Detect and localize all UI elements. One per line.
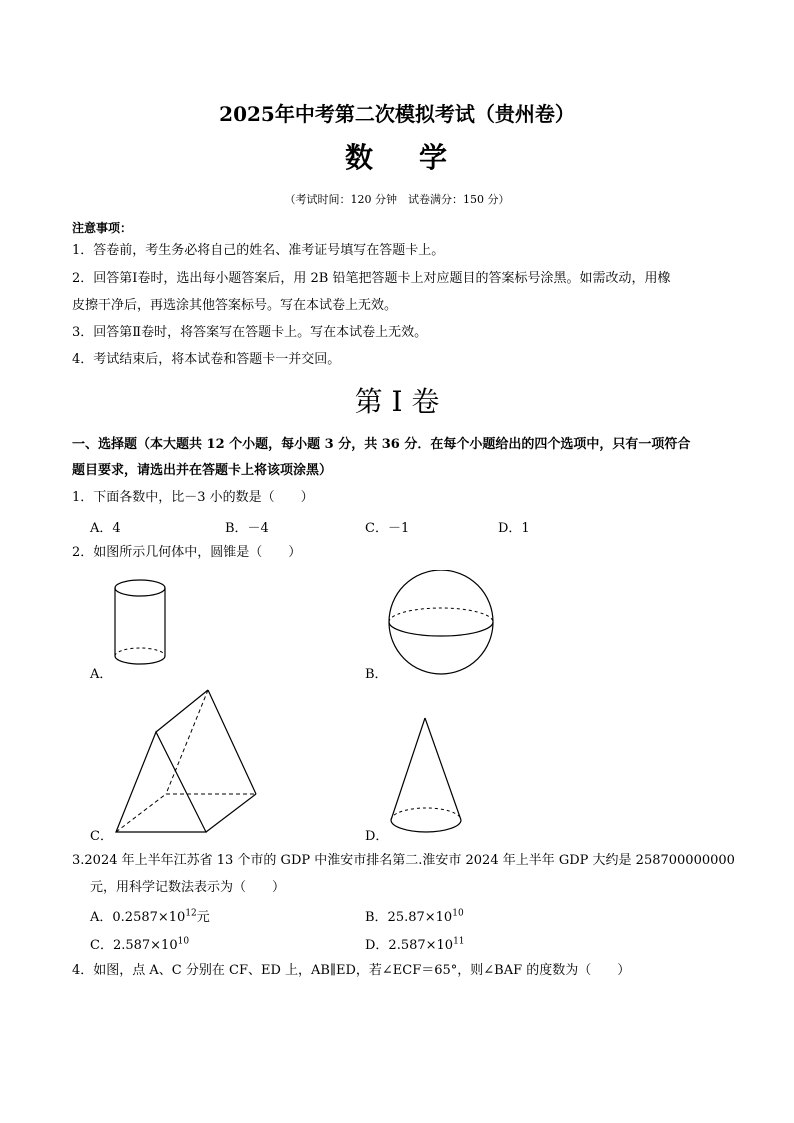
q3-stem-line2: 元，用科学记数法表示为（ ） <box>90 880 286 895</box>
q3-option-a-exp: 12 <box>185 908 197 919</box>
part1-intro-line2: 题目要求，请选出并在答题卡上将该项涂黑） <box>72 463 333 478</box>
q3-option-d-base: D．2.587×10 <box>365 938 454 953</box>
q1-option-a: A．4 <box>90 521 121 536</box>
q3-stem-line1: 3.2024 年上半年江苏省 13 个市的 GDP 中淮安市排名第二.淮安市 2024 年上半年 GDP 大约是 258700000000 <box>72 853 735 868</box>
q2-label-b: B． <box>365 667 388 682</box>
note-item-2-cont: 皮擦干净后，再选涂其他答案标号。写在本试卷上无效。 <box>72 298 398 313</box>
q1-stem: 1．下面各数中，比－3 小的数是（ ） <box>72 490 314 505</box>
q3-option-a <box>90 906 210 925</box>
q2-label-c: C． <box>90 829 113 844</box>
q1-option-c: C．－1 <box>365 521 410 536</box>
q3-option-a-suffix: 元 <box>196 910 210 925</box>
q3-option-b <box>365 906 464 925</box>
q2-label-a: A． <box>90 667 113 682</box>
q3-option-b-exp: 10 <box>452 908 464 919</box>
q1-option-d: D．1 <box>498 521 530 536</box>
q4-stem: 4．如图，点 A、C 分别在 CF、ED 上，AB∥ED，若∠ECF＝65°，则∠BAF 的度数为（ ） <box>72 963 631 978</box>
subject-title <box>0 136 794 176</box>
sphere-figure <box>385 570 497 676</box>
q1-option-b: B．－4 <box>225 521 269 536</box>
note-item-2: 2．回答第Ⅰ卷时，选出每小题答案后，用 2B 铅笔把答题卡上对应题目的答案标号涂黑。如需改动，用橡 <box>72 271 671 286</box>
q3-option-b-base: B．25.87×10 <box>365 910 453 925</box>
cone-figure <box>385 714 469 840</box>
q3-option-d <box>365 934 465 953</box>
note-item-4: 4．考试结束后，将本试卷和答题卡一并交回。 <box>72 352 341 367</box>
part1-intro-line1: 一、选择题（本大题共 12 个小题，每小题 3 分，共 36 分．在每个小题给出的四个选项中，只有一项符合 <box>72 437 691 452</box>
subject-char-2: 学 <box>419 141 450 174</box>
q2-stem: 2．如图所示几何体中，圆锥是（ ） <box>72 545 302 560</box>
note-item-1: 1．答卷前，考生务必将自己的姓名、准考证号填写在答题卡上。 <box>72 243 445 258</box>
exam-info: （考试时间：120 分钟 试卷满分：150 分） <box>284 193 510 206</box>
notes-heading: 注意事项： <box>72 221 133 235</box>
q3-option-c <box>90 934 189 953</box>
subject-char-1: 数 <box>344 141 375 174</box>
triangular-prism-figure <box>108 684 260 842</box>
q2-label-d: D． <box>365 829 389 844</box>
exam-title: 2025年中考第二次模拟考试（贵州卷） <box>219 102 575 126</box>
section-title: 第 I 卷 <box>354 385 440 418</box>
note-item-3: 3．回答第Ⅱ卷时，将答案写在答题卡上。写在本试卷上无效。 <box>72 325 428 340</box>
cylinder-figure <box>108 578 178 674</box>
q3-option-d-exp: 11 <box>453 936 465 947</box>
q3-option-c-base: C．2.587×10 <box>90 938 178 953</box>
q3-option-c-exp: 10 <box>177 936 190 947</box>
q3-option-a-base: A．0.2587×10 <box>90 910 186 925</box>
